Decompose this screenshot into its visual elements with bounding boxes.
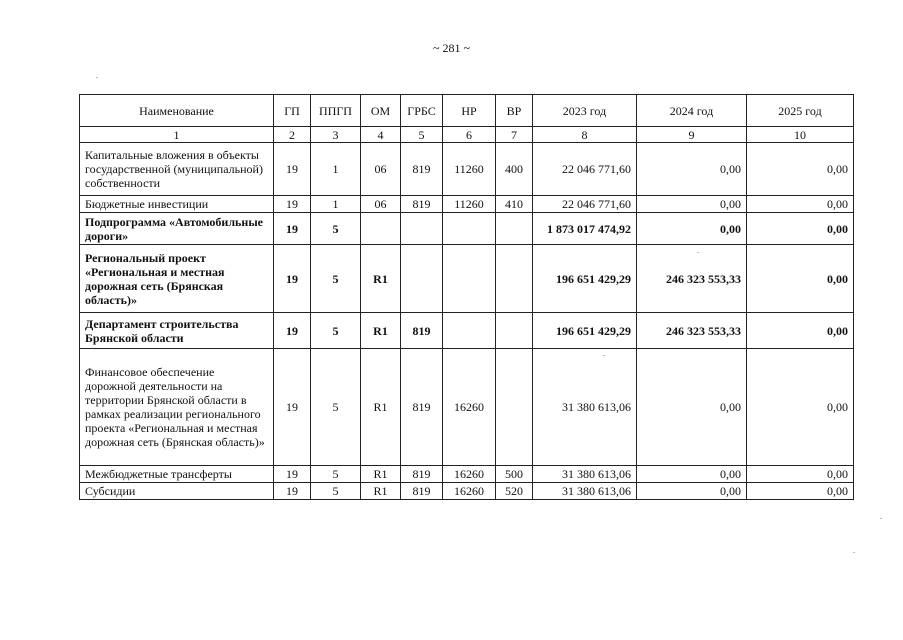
cell-gp: 19 — [274, 245, 311, 313]
column-number: 1 — [80, 127, 274, 143]
cell-name: Подпрограмма «Автомобильные дороги» — [80, 213, 274, 245]
cell-ppgp: 5 — [311, 213, 361, 245]
cell-nr — [443, 313, 496, 349]
table-row — [80, 196, 854, 213]
cell-gp: 19 — [274, 349, 311, 466]
header-gp: ГП — [274, 95, 311, 127]
header-row — [80, 95, 854, 127]
cell-gp: 19 — [274, 143, 311, 196]
cell-2023: 196 651 429,29 — [533, 313, 637, 349]
cell-2025: 0,00 — [747, 196, 854, 213]
cell-grbs — [401, 213, 443, 245]
header-name: Наименование — [80, 95, 274, 127]
cell-vr: 520 — [496, 483, 533, 500]
cell-2023: 1 873 017 474,92 — [533, 213, 637, 245]
cell-2024: 0,00 — [637, 213, 747, 245]
cell-2024: 246 323 553,33 — [637, 245, 747, 313]
cell-grbs: 819 — [401, 466, 443, 483]
cell-name: Финансовое обеспечение дорожной деятельности на территории Брянской области в рамках реализации регионального проекта «Региональная и местная дорожная сеть (Брянская область)» — [80, 349, 274, 466]
cell-name: Капитальные вложения в объекты государственной (муниципальной) собственности — [80, 143, 274, 196]
cell-grbs: 819 — [401, 483, 443, 500]
cell-om: 06 — [361, 196, 401, 213]
cell-2025: 0,00 — [747, 143, 854, 196]
scan-speck — [853, 552, 855, 553]
cell-vr — [496, 349, 533, 466]
header-grbs: ГРБС — [401, 95, 443, 127]
cell-vr: 500 — [496, 466, 533, 483]
cell-2025: 0,00 — [747, 483, 854, 500]
cell-om: R1 — [361, 313, 401, 349]
cell-2023: 31 380 613,06 — [533, 466, 637, 483]
cell-gp: 19 — [274, 466, 311, 483]
cell-2023: 31 380 613,06 — [533, 483, 637, 500]
cell-nr — [443, 245, 496, 313]
table-row — [80, 349, 854, 466]
scan-speck — [880, 518, 882, 519]
cell-om — [361, 213, 401, 245]
cell-om: R1 — [361, 245, 401, 313]
cell-name: Департамент строительства Брянской области — [80, 313, 274, 349]
cell-grbs: 819 — [401, 349, 443, 466]
cell-nr — [443, 213, 496, 245]
header-2023: 2023 год — [533, 95, 637, 127]
header-om: ОМ — [361, 95, 401, 127]
cell-name: Бюджетные инвестиции — [80, 196, 274, 213]
column-number: 5 — [401, 127, 443, 143]
cell-nr: 16260 — [443, 483, 496, 500]
cell-om: R1 — [361, 466, 401, 483]
table-row — [80, 245, 854, 313]
cell-2025: 0,00 — [747, 349, 854, 466]
header-nr: НР — [443, 95, 496, 127]
table-row — [80, 213, 854, 245]
column-number: 3 — [311, 127, 361, 143]
cell-om: 06 — [361, 143, 401, 196]
cell-2023: 22 046 771,60 — [533, 196, 637, 213]
cell-name: Межбюджетные трансферты — [80, 466, 274, 483]
header-ppgp: ППГП — [311, 95, 361, 127]
cell-vr — [496, 213, 533, 245]
cell-ppgp: 5 — [311, 349, 361, 466]
table-row — [80, 483, 854, 500]
column-number: 10 — [747, 127, 854, 143]
header-2024: 2024 год — [637, 95, 747, 127]
cell-vr: 400 — [496, 143, 533, 196]
column-number: 8 — [533, 127, 637, 143]
cell-vr — [496, 313, 533, 349]
cell-2023: 31 380 613,06 — [533, 349, 637, 466]
cell-om: R1 — [361, 483, 401, 500]
cell-2023: 196 651 429,29 — [533, 245, 637, 313]
cell-2024: 0,00 — [637, 466, 747, 483]
column-number: 7 — [496, 127, 533, 143]
cell-2025: 0,00 — [747, 213, 854, 245]
table-row — [80, 466, 854, 483]
cell-2024: 0,00 — [637, 349, 747, 466]
header-vr: ВР — [496, 95, 533, 127]
cell-om: R1 — [361, 349, 401, 466]
cell-ppgp: 5 — [311, 245, 361, 313]
cell-name: Региональный проект «Региональная и местная дорожная сеть (Брянская область)» — [80, 245, 274, 313]
cell-ppgp: 5 — [311, 466, 361, 483]
cell-vr — [496, 245, 533, 313]
page-number: ~ 281 ~ — [433, 41, 470, 55]
cell-grbs: 819 — [401, 143, 443, 196]
cell-nr: 11260 — [443, 196, 496, 213]
cell-vr: 410 — [496, 196, 533, 213]
cell-2024: 246 323 553,33 — [637, 313, 747, 349]
cell-ppgp: 5 — [311, 313, 361, 349]
cell-gp: 19 — [274, 483, 311, 500]
cell-name: Субсидии — [80, 483, 274, 500]
budget-table — [79, 94, 854, 500]
cell-2025: 0,00 — [747, 466, 854, 483]
header-2025: 2025 год — [747, 95, 854, 127]
cell-ppgp: 1 — [311, 196, 361, 213]
table-row — [80, 313, 854, 349]
cell-2025: 0,00 — [747, 313, 854, 349]
cell-gp: 19 — [274, 313, 311, 349]
cell-nr: 11260 — [443, 143, 496, 196]
cell-gp: 19 — [274, 196, 311, 213]
cell-nr: 16260 — [443, 466, 496, 483]
column-number: 2 — [274, 127, 311, 143]
column-number-row — [80, 127, 854, 143]
scan-speck — [697, 252, 699, 253]
cell-grbs: 819 — [401, 313, 443, 349]
scan-speck — [603, 355, 605, 356]
cell-2025: 0,00 — [747, 245, 854, 313]
cell-grbs: 819 — [401, 196, 443, 213]
table-row — [80, 143, 854, 196]
cell-grbs — [401, 245, 443, 313]
cell-2024: 0,00 — [637, 483, 747, 500]
cell-nr: 16260 — [443, 349, 496, 466]
cell-gp: 19 — [274, 213, 311, 245]
cell-2023: 22 046 771,60 — [533, 143, 637, 196]
column-number: 4 — [361, 127, 401, 143]
cell-ppgp: 5 — [311, 483, 361, 500]
cell-2024: 0,00 — [637, 196, 747, 213]
cell-2024: 0,00 — [637, 143, 747, 196]
scan-speck — [96, 77, 98, 78]
cell-ppgp: 1 — [311, 143, 361, 196]
column-number: 6 — [443, 127, 496, 143]
column-number: 9 — [637, 127, 747, 143]
